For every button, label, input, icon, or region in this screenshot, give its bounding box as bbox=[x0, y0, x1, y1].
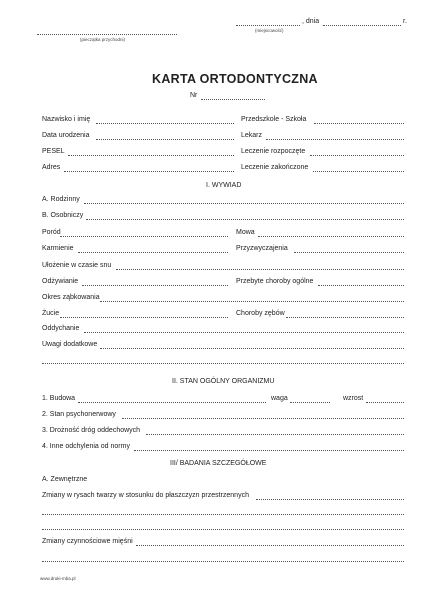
section-1-title: I. WYWIAD bbox=[206, 182, 242, 189]
diseases-field[interactable] bbox=[318, 285, 404, 286]
chewing-field[interactable] bbox=[60, 317, 228, 318]
address-label: Adres bbox=[42, 164, 61, 171]
speech-label: Mowa bbox=[236, 229, 255, 236]
chewing-label: Żucie bbox=[42, 310, 60, 317]
weight-field[interactable] bbox=[290, 402, 330, 403]
address-field[interactable] bbox=[64, 171, 234, 172]
pesel-field[interactable] bbox=[68, 155, 234, 156]
teething-field[interactable] bbox=[100, 301, 404, 302]
place-line[interactable] bbox=[236, 25, 300, 26]
school-label: Przedszkole - Szkoła bbox=[241, 116, 307, 123]
footer-website: www.druki-mba.pl bbox=[40, 576, 76, 581]
breathing-label: Oddychanie bbox=[42, 325, 80, 332]
psycho-label: 2. Stan psychonerwowy bbox=[42, 411, 116, 418]
place-caption: (miejscowość) bbox=[255, 28, 284, 33]
family-history-label: A. Rodzinny bbox=[42, 196, 80, 203]
name-field[interactable] bbox=[96, 123, 234, 124]
external-label: A. Zewnętrzne bbox=[42, 476, 88, 483]
nutrition-label: Odżywianie bbox=[42, 278, 79, 285]
page-title: KARTA ORTODONTYCZNA bbox=[152, 72, 318, 86]
treatment-end-label: Leczenie zakończone bbox=[241, 164, 309, 171]
face-changes-line-3[interactable] bbox=[42, 529, 404, 530]
treatment-start-label: Leczenie rozpoczęte bbox=[241, 148, 306, 155]
family-history-field[interactable] bbox=[84, 203, 404, 204]
number-field[interactable] bbox=[201, 99, 265, 100]
breathing-field[interactable] bbox=[84, 332, 404, 333]
stamp-caption: (pieczątka przychodni) bbox=[80, 37, 126, 42]
other-deviations-label: 4. Inne odchylenia od normy bbox=[42, 443, 130, 450]
personal-history-label: B. Osobniczy bbox=[42, 212, 84, 219]
nutrition-field[interactable] bbox=[82, 285, 228, 286]
date-label: , dnia bbox=[302, 18, 320, 25]
muscle-changes-field[interactable] bbox=[136, 545, 404, 546]
dental-diseases-field[interactable] bbox=[286, 317, 404, 318]
doctor-field[interactable] bbox=[266, 139, 404, 140]
diseases-label: Przebyte choroby ogólne bbox=[236, 278, 314, 285]
pesel-label: PESEL bbox=[42, 148, 65, 155]
airways-field[interactable] bbox=[146, 434, 404, 435]
build-label: 1. Budowa bbox=[42, 395, 76, 402]
habits-field[interactable] bbox=[294, 252, 404, 253]
muscle-changes-line-2[interactable] bbox=[42, 561, 404, 562]
year-suffix: r. bbox=[403, 18, 407, 25]
feeding-label: Karmienie bbox=[42, 245, 74, 252]
other-deviations-field[interactable] bbox=[134, 450, 404, 451]
birth-field[interactable] bbox=[60, 236, 228, 237]
birth-date-field[interactable] bbox=[96, 139, 234, 140]
doctor-label: Lekarz bbox=[241, 132, 263, 139]
height-field[interactable] bbox=[366, 402, 404, 403]
weight-label: waga bbox=[271, 395, 288, 402]
section-2-title: II. STAN OGÓLNY ORGANIZMU bbox=[172, 378, 275, 385]
height-label: wzrost bbox=[343, 395, 364, 402]
birth-date-label: Data urodzenia bbox=[42, 132, 90, 139]
psycho-field[interactable] bbox=[122, 418, 404, 419]
sleep-position-label: Ułożenie w czasie snu bbox=[42, 262, 112, 269]
face-changes-line-2[interactable] bbox=[42, 514, 404, 515]
notes-label: Uwagi dodatkowe bbox=[42, 341, 98, 348]
speech-field[interactable] bbox=[258, 236, 404, 237]
dental-diseases-label: Choroby zębów bbox=[236, 310, 285, 317]
build-field[interactable] bbox=[78, 402, 266, 403]
sleep-position-field[interactable] bbox=[116, 269, 404, 270]
feeding-field[interactable] bbox=[78, 252, 228, 253]
habits-label: Przyzwyczajenia bbox=[236, 245, 288, 252]
notes-field[interactable] bbox=[100, 348, 404, 349]
name-label: Nazwisko i imię bbox=[42, 116, 91, 123]
notes-field-line-2[interactable] bbox=[42, 363, 404, 364]
personal-history-field[interactable] bbox=[86, 219, 404, 220]
school-field[interactable] bbox=[314, 123, 404, 124]
treatment-end-field[interactable] bbox=[313, 171, 404, 172]
birth-label: Poród bbox=[42, 229, 61, 236]
treatment-start-field[interactable] bbox=[310, 155, 404, 156]
face-changes-label: Zmiany w rysach twarzy w stosunku do płaszczyzn przestrzennych bbox=[42, 492, 249, 499]
number-label: Nr bbox=[190, 92, 198, 99]
muscle-changes-label: Zmiany czynnościowe mięśni bbox=[42, 538, 133, 545]
face-changes-field[interactable] bbox=[256, 499, 404, 500]
date-line[interactable] bbox=[323, 25, 401, 26]
section-3-title: III/ BADANIA SZCZEGÓŁOWE bbox=[170, 460, 267, 467]
teething-label: Okres ząbkowania bbox=[42, 294, 100, 301]
stamp-line[interactable] bbox=[37, 34, 177, 35]
airways-label: 3. Drożność dróg oddechowych bbox=[42, 427, 141, 434]
